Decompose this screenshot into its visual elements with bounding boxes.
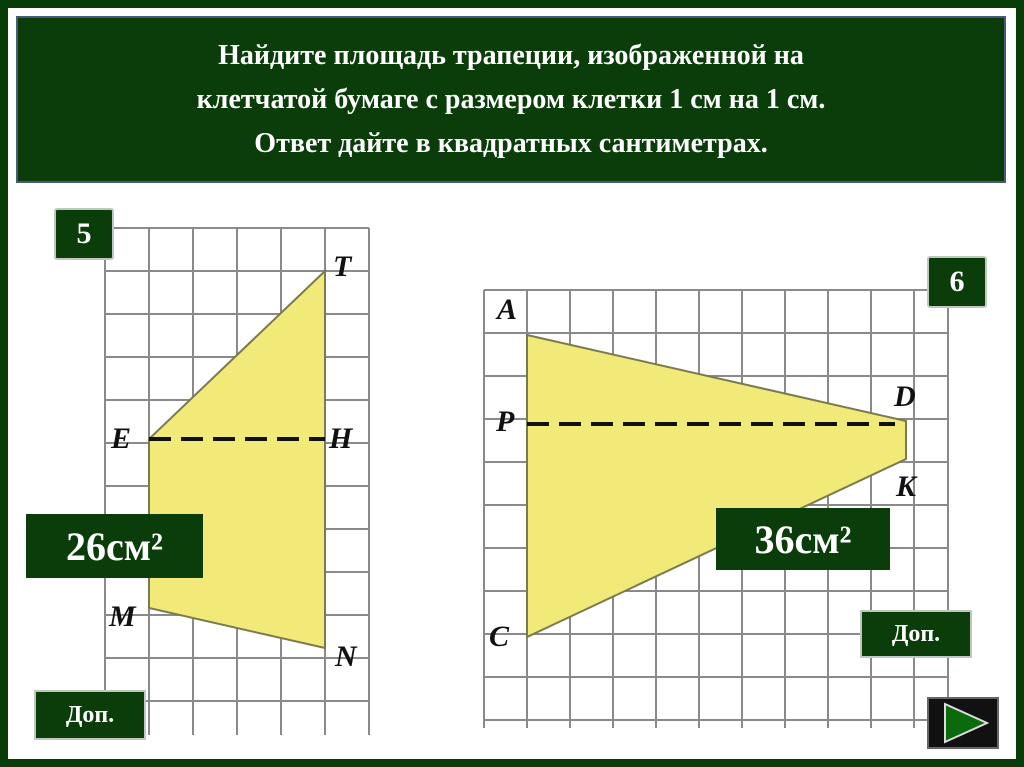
vertex-label-E: E [111, 422, 132, 455]
next-slide-button[interactable] [927, 697, 999, 749]
title-line-2: клетчатой бумаге с размером клетки 1 см на 1 см. [196, 83, 826, 115]
vertex-label-C: C [489, 620, 510, 653]
problem-5-answer: 26см² [26, 514, 203, 578]
problem-6-answer: 36см² [716, 508, 890, 570]
vertex-label-A: A [497, 293, 518, 326]
problem-6-number: 6 [927, 256, 987, 308]
vertex-label-T: T [333, 250, 352, 283]
vertex-label-D: D [894, 380, 916, 413]
vertex-label-M: M [109, 600, 136, 633]
play-triangle-icon [929, 699, 997, 747]
problem-5-more-button[interactable]: Доп. [34, 690, 146, 740]
title-line-3: Ответ дайте в квадратных сантиметрах. [254, 127, 768, 159]
problem-6-more-button[interactable]: Доп. [860, 610, 972, 658]
vertex-label-N: N [335, 640, 357, 673]
vertex-label-P: P [496, 405, 515, 438]
problem-5-number: 5 [54, 208, 114, 260]
title-line-1: Найдите площадь трапеции, изображенной на [218, 39, 804, 71]
vertex-label-K: K [896, 470, 917, 503]
vertex-label-H: H [329, 422, 353, 455]
